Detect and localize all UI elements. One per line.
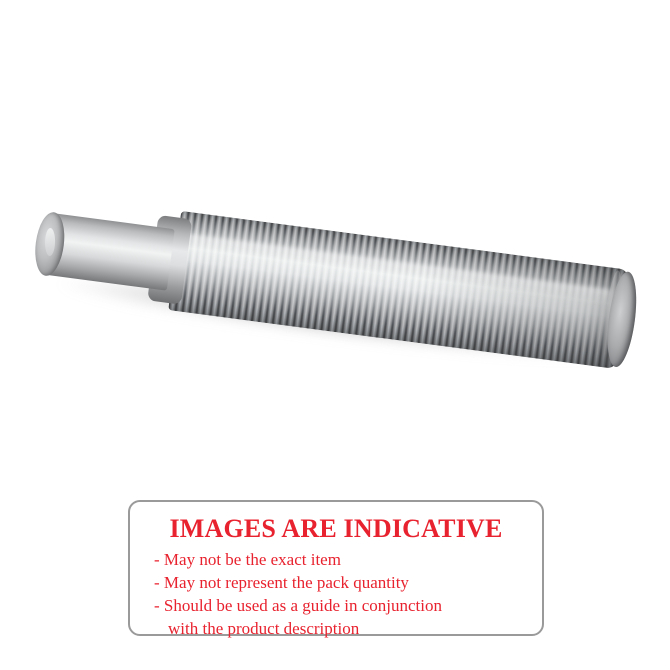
notice-line-3: - Should be used as a guide in conjunction (154, 596, 443, 615)
notice-line-2: - May not represent the pack quantity (154, 573, 409, 592)
notice-line-1: - May not be the exact item (154, 550, 341, 569)
timing-belt-pulley (26, 171, 640, 398)
notice-line-4: with the product description (168, 619, 360, 638)
indicative-notice (128, 500, 544, 636)
notice-title: IMAGES ARE INDICATIVE (169, 514, 503, 543)
